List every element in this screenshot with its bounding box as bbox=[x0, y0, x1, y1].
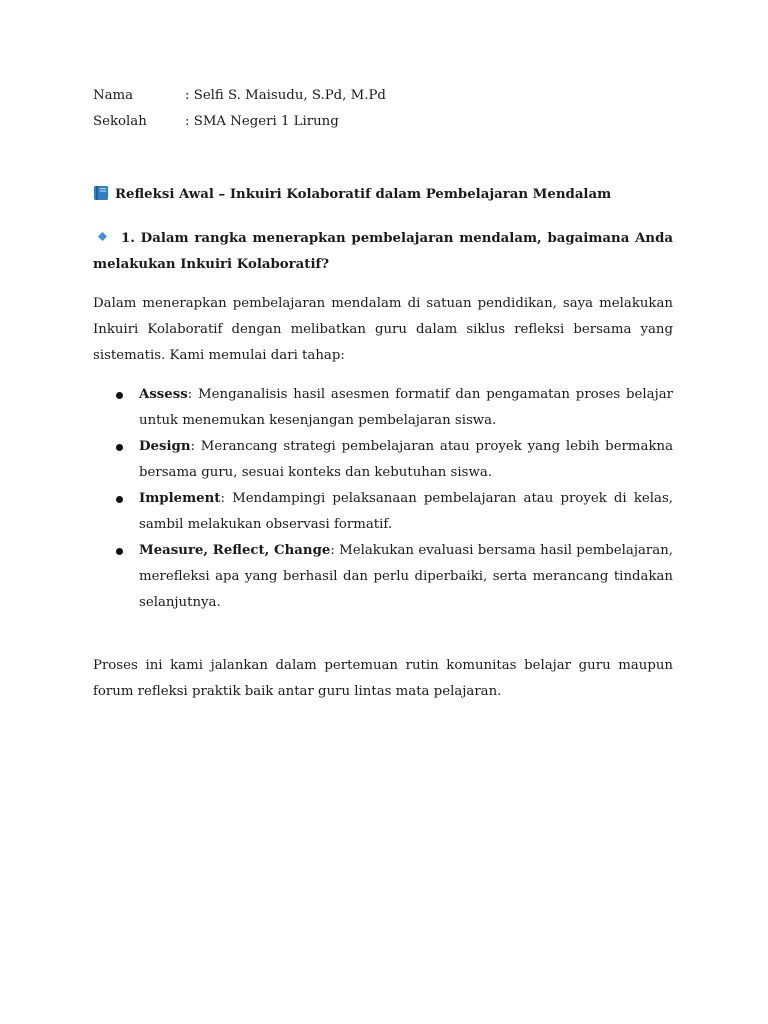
school-label: Sekolah bbox=[93, 114, 147, 129]
heading-text: Refleksi Awal – Inkuiri Kolaboratif dalam Pembelajaran Mendalam bbox=[115, 187, 612, 202]
bullet-icon bbox=[116, 444, 123, 451]
step-term: Assess bbox=[139, 387, 188, 402]
list-item bbox=[93, 382, 673, 434]
step-term: Measure, Reflect, Change bbox=[139, 543, 331, 558]
small-blue-diamond-icon bbox=[98, 232, 107, 241]
step-list bbox=[93, 382, 673, 616]
step-description: : Mendampingi pelaksanaan pembelajaran atau proyek di kelas, sambil melakukan observasi formatif. bbox=[139, 491, 673, 532]
bullet-icon bbox=[116, 392, 123, 399]
list-item bbox=[93, 486, 673, 538]
bullet-icon bbox=[116, 496, 123, 503]
question-block bbox=[93, 226, 673, 278]
step-description: : Melakukan evaluasi bersama hasil pembelajaran, merefleksi apa yang berhasil dan perlu diperbaiki, serta merancang tindakan selanjutnya. bbox=[139, 543, 673, 610]
closing-paragraph: Proses ini kami jalankan dalam pertemuan rutin komunitas belajar guru maupun forum refleksi praktik baik antar guru lintas mata pelajaran. bbox=[93, 658, 673, 699]
blue-book-icon bbox=[93, 185, 109, 201]
section-heading bbox=[93, 184, 611, 206]
step-description: : Merancang strategi pembelajaran atau proyek yang lebih bermakna bersama guru, sesuai konteks dan kebutuhan siswa. bbox=[139, 439, 673, 480]
step-term: Implement bbox=[139, 491, 221, 506]
step-term: Design bbox=[139, 439, 191, 454]
school-value: : SMA Negeri 1 Lirung bbox=[185, 114, 339, 129]
bullet-icon bbox=[116, 548, 123, 555]
intro-paragraph: Dalam menerapkan pembelajaran mendalam di satuan pendidikan, saya melakukan Inkuiri Kolaboratif dengan melibatkan guru dalam siklus refleksi bersama yang sistematis. Kami memulai dari tahap: bbox=[93, 296, 673, 363]
school-row bbox=[93, 112, 339, 132]
step-description: : Menganalisis hasil asesmen formatif dan pengamatan proses belajar untuk menemukan kesenjangan pembelajaran siswa. bbox=[139, 387, 673, 428]
name-label: Nama bbox=[93, 88, 134, 103]
list-item bbox=[93, 434, 673, 486]
name-row bbox=[93, 86, 386, 106]
list-item bbox=[93, 538, 673, 616]
question-text: 1. Dalam rangka menerapkan pembelajaran mendalam, bagaimana Anda melakukan Inkuiri Kolaboratif? bbox=[93, 231, 673, 272]
name-value: : Selfi S. Maisudu, S.Pd, M.Pd bbox=[185, 88, 386, 103]
